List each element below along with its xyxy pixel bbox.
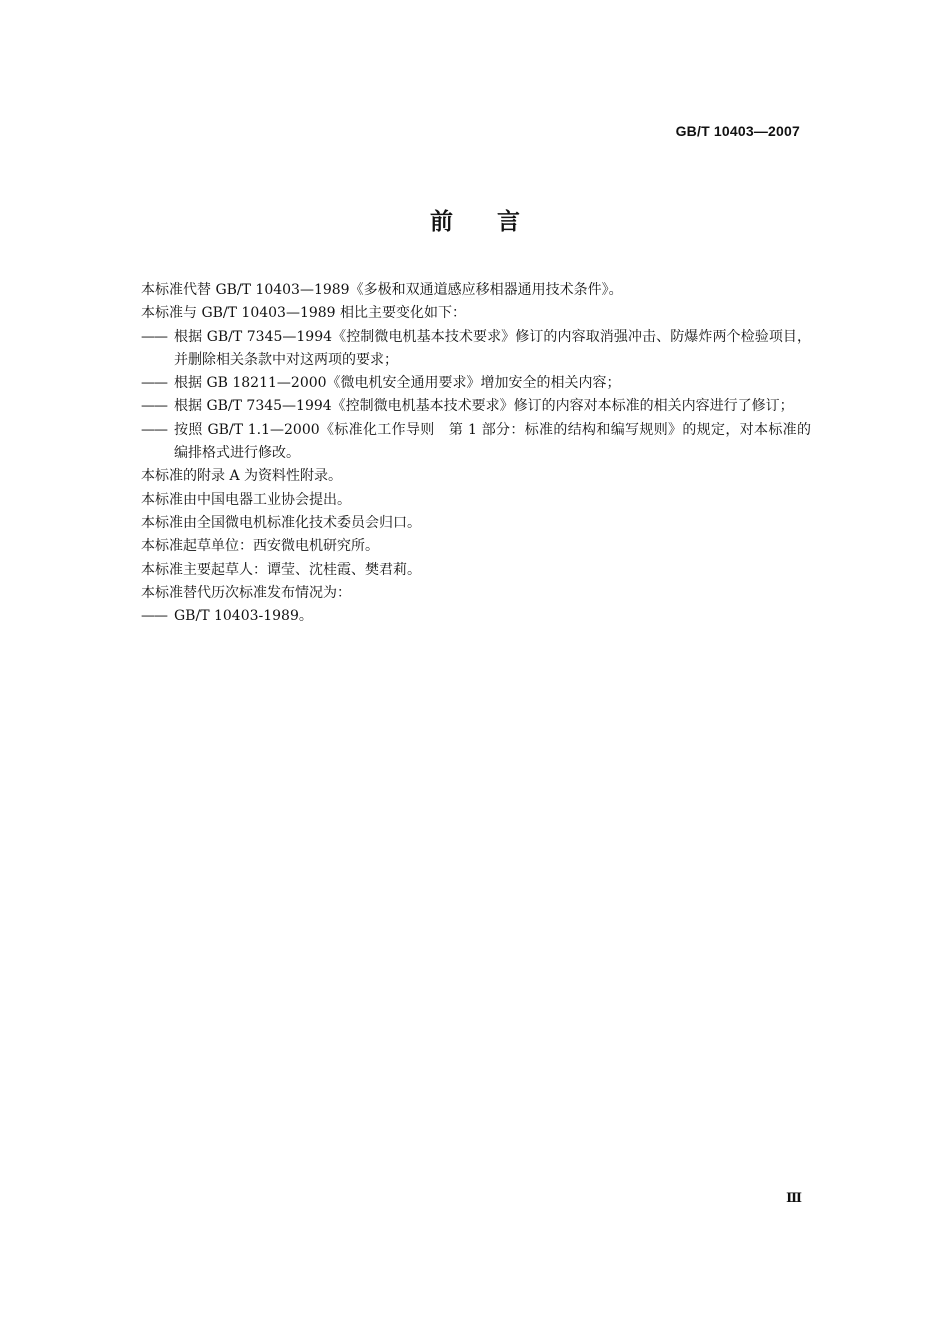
paragraph-replaces: 本标准代替 GB/T 10403—1989《多极和双通道感应移相器通用技术条件》。 bbox=[141, 282, 623, 298]
change-item-text: 根据 GB 18211—2000《微电机安全通用要求》增加安全的相关内容； bbox=[174, 375, 621, 392]
history-item-text: GB/T 10403-1989。 bbox=[174, 608, 313, 625]
change-item-2 bbox=[141, 372, 811, 395]
change-item-3 bbox=[141, 395, 811, 418]
paragraph-history-intro: 本标准替代历次标准发布情况为： bbox=[141, 584, 351, 601]
foreword-body bbox=[141, 279, 811, 628]
history-item bbox=[141, 605, 811, 628]
page-title: 前言 bbox=[430, 208, 564, 235]
paragraph-drafting-unit: 本标准起草单位：西安微电机研究所。 bbox=[141, 538, 379, 555]
change-item-text: 根据 GB/T 7345—1994《控制微电机基本技术要求》修订的内容对本标准的相关内容进行了修订； bbox=[174, 398, 794, 415]
dash-marker: —— bbox=[141, 375, 167, 392]
dash-marker: —— bbox=[141, 421, 167, 438]
page-number: Ⅲ bbox=[786, 1191, 802, 1206]
paragraph-proposer: 本标准由中国电器工业协会提出。 bbox=[141, 491, 351, 508]
paragraph-drafters: 本标准主要起草人：谭莹、沈桂霞、樊君莉。 bbox=[141, 561, 421, 578]
dash-marker: —— bbox=[141, 328, 167, 345]
dash-marker: —— bbox=[141, 608, 167, 625]
paragraph-annex: 本标准的附录 A 为资料性附录。 bbox=[141, 468, 343, 485]
paragraph-committee: 本标准由全国微电机标准化技术委员会归口。 bbox=[141, 514, 421, 531]
change-item-4 bbox=[141, 419, 811, 466]
change-item-1 bbox=[141, 326, 811, 373]
change-item-text: 根据 GB/T 7345—1994《控制微电机基本技术要求》修订的内容取消强冲击、防爆炸两个检验项目，并删除相关条款中对这两项的要求； bbox=[174, 328, 811, 368]
dash-marker: —— bbox=[141, 398, 167, 415]
standard-code: GB/T 10403—2007 bbox=[675, 123, 800, 139]
paragraph-changes-intro: 本标准与 GB/T 10403—1989 相比主要变化如下： bbox=[141, 305, 467, 322]
change-item-text: 按照 GB/T 1.1—2000《标准化工作导则 第 1 部分：标准的结构和编写规则》的规定，对本标准的编排格式进行修改。 bbox=[174, 421, 811, 462]
